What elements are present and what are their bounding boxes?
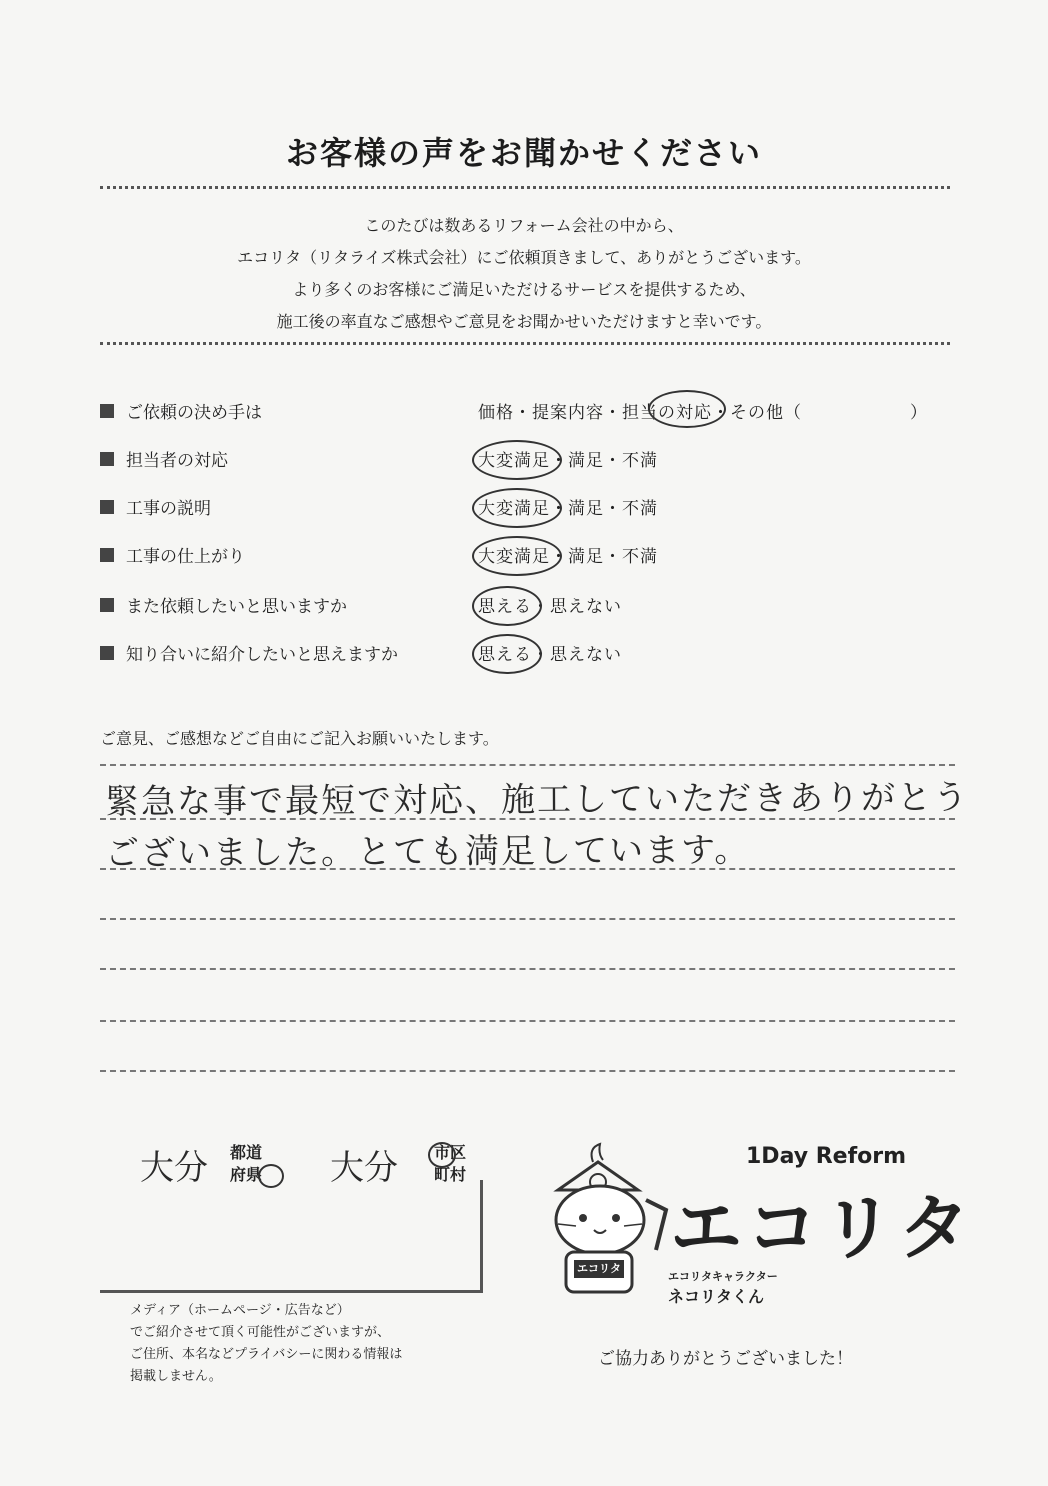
bullet-square-icon: [100, 500, 114, 514]
question-options: 大変満足・満足・不満: [478, 451, 658, 471]
question-options: 大変満足・満足・不満: [478, 499, 658, 519]
question-decision-factor: [100, 396, 960, 426]
privacy-notice: [130, 1300, 402, 1388]
question-label: ご依頼の決め手は: [126, 403, 262, 423]
brand-logo: エコリタ: [670, 1186, 975, 1270]
notice-line: でご紹介させて頂く可能性がございますが、: [130, 1325, 391, 1340]
answer-circle-mark: [472, 488, 562, 528]
divider-top: [100, 186, 950, 189]
question-label: また依頼したいと思いますか: [126, 597, 347, 617]
question-work-explanation: [100, 492, 960, 522]
question-recommend: [100, 638, 960, 668]
answer-circle-mark: [472, 440, 562, 480]
bullet-square-icon: [100, 452, 114, 466]
comment-line: [100, 918, 955, 920]
city-circle-mark: [428, 1142, 456, 1168]
bullet-square-icon: [100, 548, 114, 562]
city-suffix-line: 市区: [433, 1143, 466, 1162]
comment-line: [100, 968, 955, 970]
mascot-cat-icon: [538, 1140, 678, 1310]
comment-handwriting: ございました。とても満足しています。: [104, 830, 751, 874]
character-caption: エコリタキャラクター: [668, 1270, 778, 1283]
intro-line: 施工後の率直なご感想やご意見をお聞かせいただけますと幸いです。: [276, 312, 772, 331]
question-label: 工事の仕上がり: [126, 547, 245, 567]
notice-line: ご住所、本名などプライバシーに関わる情報は: [130, 1347, 403, 1362]
comment-line: [100, 818, 955, 820]
answer-circle-mark: [472, 634, 542, 674]
intro-line: このたびは数あるリフォーム会社の中から、: [364, 216, 684, 235]
prefecture-suffix-line: 府県: [229, 1165, 262, 1184]
thanks-message: ご協力ありがとうございました！: [598, 1349, 853, 1369]
question-options: 思える・思えない: [478, 645, 622, 665]
character-name: ネコリタくん: [668, 1287, 765, 1306]
question-options: 大変満足・満足・不満: [478, 547, 658, 567]
answer-circle-mark: [648, 390, 726, 428]
notice-line: 掲載しません。: [130, 1369, 222, 1384]
prefecture-handwriting: 大分: [140, 1148, 208, 1188]
notice-line: メディア（ホームページ・広告など）: [130, 1303, 350, 1318]
city-handwriting: 大分: [330, 1148, 398, 1188]
answer-circle-mark: [472, 536, 562, 576]
intro-text: [0, 210, 1048, 338]
comment-line: [100, 764, 955, 766]
comment-line: [100, 1020, 955, 1022]
city-suffix-line: 町村: [433, 1165, 466, 1184]
bullet-square-icon: [100, 404, 114, 418]
mascot-badge: エコリタ: [577, 1262, 621, 1275]
question-label: 知り合いに紹介したいと思えますか: [126, 645, 398, 665]
comment-label: ご意見、ご感想などご自由にご記入お願いいたします。: [100, 729, 499, 748]
intro-line: エコリタ（リタライズ株式会社）にご依頼頂きまして、ありがとうございます。: [237, 248, 811, 267]
prefecture-suffix-line: 都道: [229, 1143, 262, 1162]
comment-handwriting: 緊急な事で最短で対応、施工していただきありがとう: [104, 777, 970, 823]
comment-line: [100, 1070, 955, 1072]
question-label: 工事の説明: [126, 499, 211, 519]
bullet-square-icon: [100, 646, 114, 660]
bullet-square-icon: [100, 598, 114, 612]
page-title: お客様の声をお聞かせください: [285, 134, 762, 172]
comment-line: [100, 868, 955, 870]
answer-circle-mark: [472, 586, 542, 626]
brand-tagline: 1Day Reform: [746, 1144, 907, 1169]
question-staff-response: [100, 444, 960, 474]
question-options: 価格・提案内容・担当の対応・その他（ ）: [478, 403, 928, 423]
question-options: 思える・思えない: [478, 597, 622, 617]
question-label: 担当者の対応: [126, 451, 228, 471]
intro-line: より多くのお客様にご満足いただけるサービスを提供するため、: [292, 280, 756, 299]
address-box: [100, 1180, 483, 1293]
question-request-again: [100, 590, 960, 620]
divider-middle: [100, 342, 950, 345]
question-work-finish: [100, 540, 960, 570]
